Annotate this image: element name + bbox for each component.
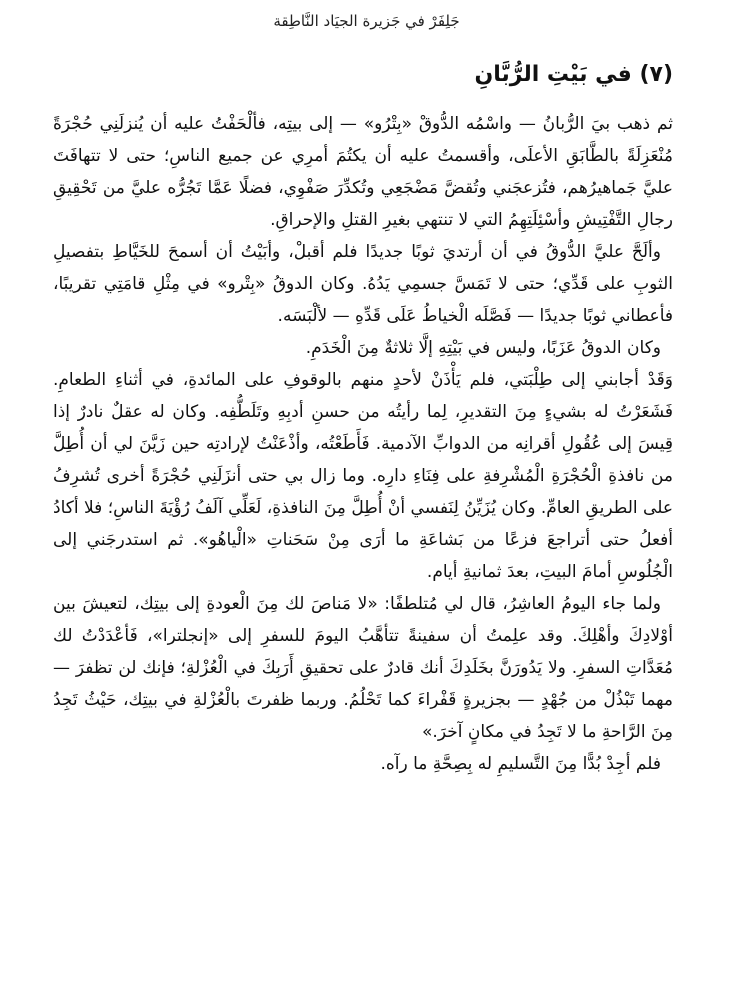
paragraph-3: وكان الدوقُ عَزَبًا، وليس في بَيْتِهِ إلَّا ثلاثةٌ مِنَ الْخَدَمِ.: [305, 338, 661, 358]
paragraph-2: وألَحَّ عليَّ الدُّوقُ في أن أرتديَ ثوبًا جديدًا فلم أقبلْ، وأبَيْتُ أن أسمحَ للخَيَّاطِ بتفصيلِ الثوبِ على قَدِّي؛ حتى لا تَمَسَّ جسمِي يَدُهُ. وكان الدوقُ «بِتْرو» في مِثْلِ قامَتِي تقريبًا، فأعطاني ثوبًا جديدًا — فَصَّلَه الْخياطُ عَلَى قَدِّهِ — لألْبَسَه.: [53, 242, 673, 326]
paragraph-6: فلم أجِدْ بُدًّا مِنَ التَّسليمِ له بِصِحَّةِ ما رآه.: [380, 754, 661, 774]
paragraph-1: ثم ذهب بيَ الرُّبانُ — واسْمُه الدُّوقْ «بِتْرُو» — إلى بيتِه، فألْحَفْتُ عليه أن يُنزلَنِي حُجْرَةً مُنْعَزِلَةً بالطَّابَقِ الأعلَى، وأقسمتُ عليه أن يكتُمَ أمرِي عن جميع الناسِ؛ حتى لا تتهافَتَ عليَّ جَماهيرُهم، فتُزعجَني وتُقضَّ مَضْجَعِي وتُكدِّرَ صَفْوِي، فضلًا عَمَّا تَجُرُّه عليَّ من تَحْقِيقِ رجالِ التَّفْتِيشِ وأسْئِلَتِهِمُ التي لا تنتهي بغيرِ القتلِ والإحراقِ.: [53, 114, 673, 230]
chapter-body: [53, 108, 673, 780]
running-header: جَلِفَرْ في جَزيرة الجيَاد النَّاطِقة: [273, 12, 460, 30]
chapter-title: (٧) في بَيْتِ الرُّبَّانِ: [474, 62, 673, 87]
paragraph-4: وَقَدْ أجابني إلى طِلْبَتي، فلم يَأْذَنْ لأحدٍ منهم بالوقوفِ على المائدةِ، في أثناءِ الطعامِ. فَشَعَرْتُ له بشيءٍ مِنَ التقديرِ، لِما رأيتُه من حسنِ أدبِهِ وتَلَطُّفِه. وكان له عقلٌ نادرٌ إذا قِيسَ إلى عُقُولِ أقرانِه من الدوابِّ الآدمية. فَأَطَعْتُه، وأذْعَنْتُ لإرادتِه حين زَيَّنَ لي أن أُطِلَّ من نافذةِ الْحُجْرَةِ الْمُشْرِفةِ على فِنَاءِ دارِه. وما زال بي حتى أنزَلَنِي حُجْرَةً أخرى تُشرِفُ على الطريقِ العامِّ. وكان يُزَيِّنُ لِنَفسي أنْ أُطِلَّ مِنَ النافذةِ، لَعَلِّي آلَفُ رُؤْيَةَ الناسِ؛ فلا أكادُ أفعلُ حتى أتراجعَ فزعًا من بَشاعَةِ ما أرَى مِنْ سَحَناتِ «الْياهُو». ثم استدرجَني إلى الْجُلُوسِ أمامَ البيتِ، بعدَ ثمانيةِ أيام.: [53, 370, 673, 582]
paragraph-5: ولما جاء اليومُ العاشِرُ، قال لي مُتلطفًا: «لا مَناصَ لك مِنَ الْعودةِ إلى بيتِك، لتعيشَ بين أوْلادِكَ وأهْلِكَ. وقد علِمتُ أن سفينةً تتأهَّبُ اليومَ للسفرِ إلى «إنجلترا»، فَأعْدَدْتُ لك مُعَدَّاتِ السفرِ. ولا يَدُورَنَّ بخَلَدِكَ أنك قادرٌ على تحقيقِ أَرَبِكَ في الْعُزْلةِ؛ فإنك لن تظفرَ — مهما تَبْذُلْ من جُهْدٍ — بجزيرةٍ قَفْراءَ كما تَحْلُمُ. وربما ظفرتَ بالْعُزْلةِ في بيتِك، حَيْثُ تَجِدُ مِنَ الرَّاحةِ ما لا تَجِدُ في مكانٍ آخرَ.»: [53, 594, 673, 742]
